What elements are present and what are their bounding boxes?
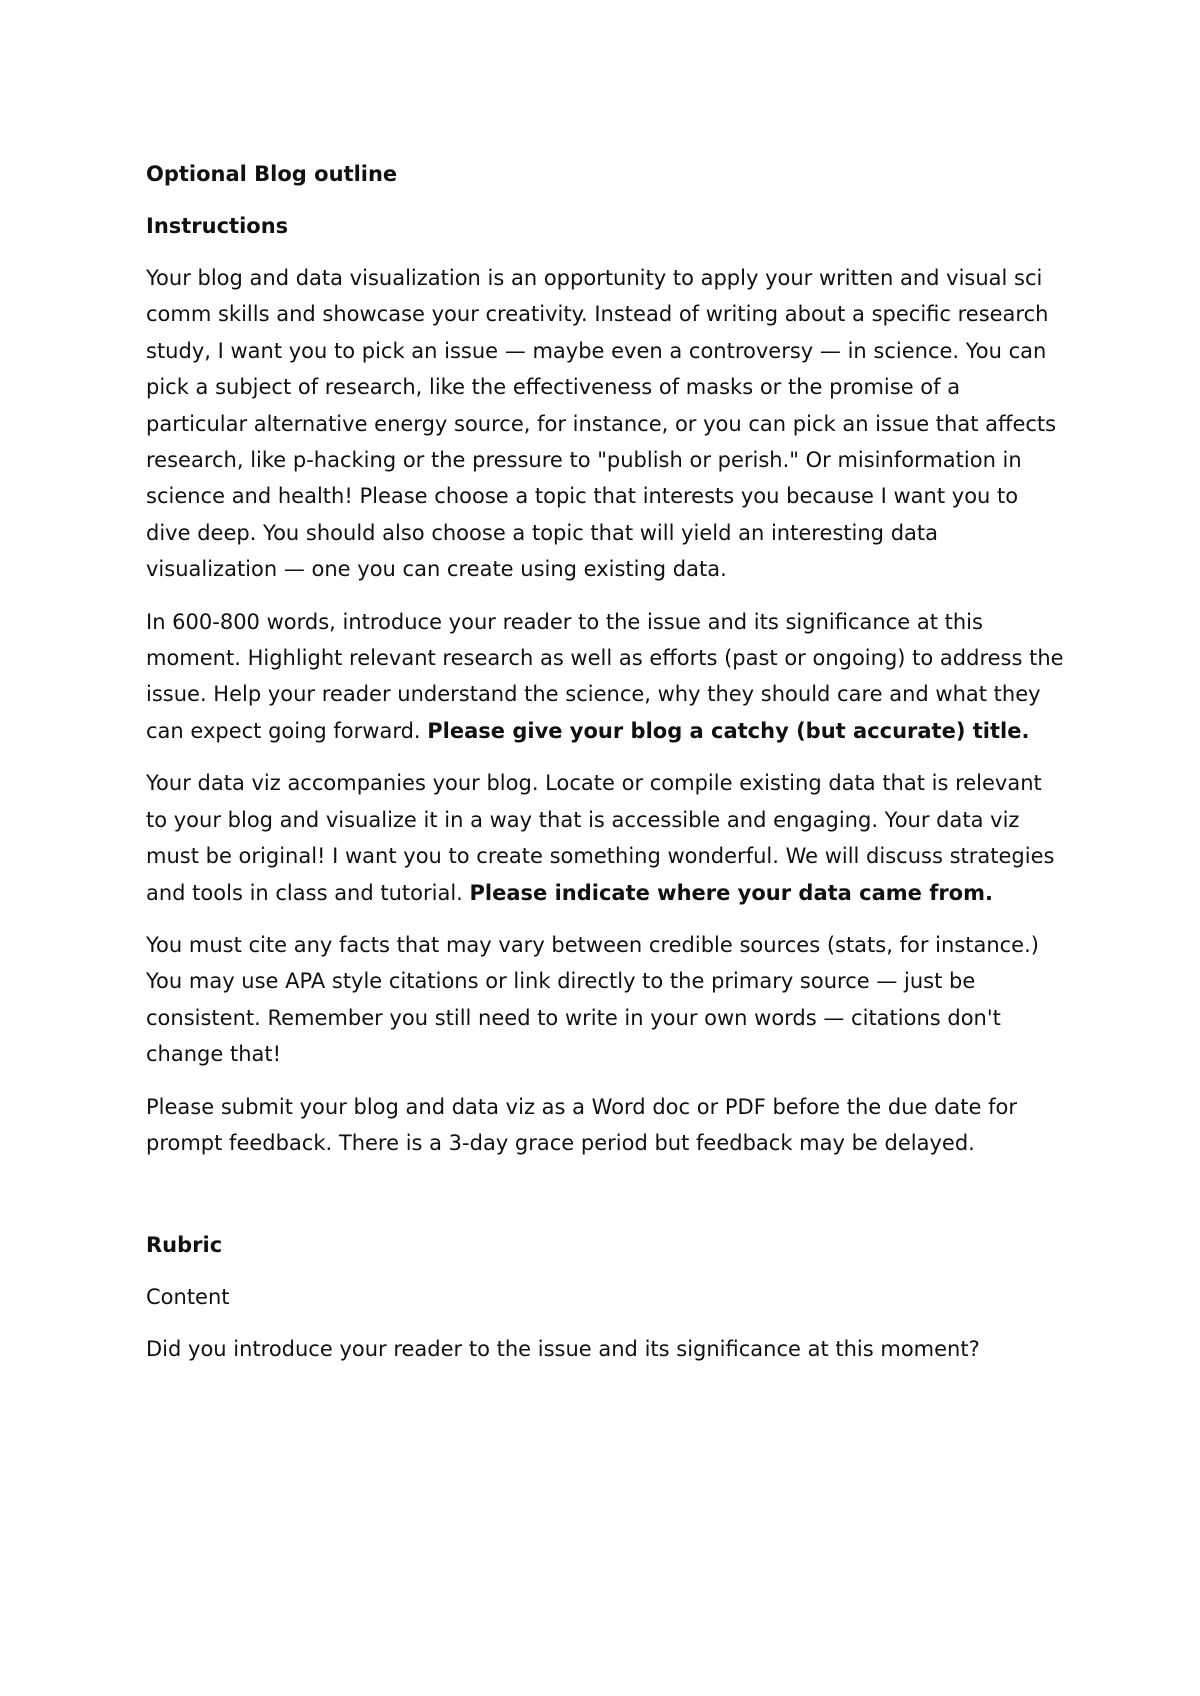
instructions-paragraph-4: You must cite any facts that may vary between credible sources (stats, for instance.) You may use APA style citations or link directly to the primary source — just be consistent. Remember you still need to write in your own words — citations don't change that!	[146, 932, 1039, 1067]
rubric-heading: Rubric	[146, 1233, 223, 1258]
paragraph-3-text: Your data viz accompanies your blog. Locate or compile existing data that is relevant to your blog and visualize it in a way that is accessible and engaging. Your data viz must be original! I want you to create something wonderful. We will discuss strategies and tools in class and tutorial.	[146, 771, 1055, 905]
paragraph-3-bold-text: Please indicate where your data came from.	[469, 880, 993, 905]
paragraph-2-bold-text: Please give your blog a catchy (but accurate) title.	[427, 718, 1030, 743]
section-spacer	[146, 1177, 1066, 1227]
paragraph-2-text: In 600-800 words, introduce your reader to the issue and its significance at this moment. Highlight relevant research as well as efforts (past or ongoing) to address the issue. Help your reader understand the science, why they should care and what they can expect going forward.	[146, 609, 1064, 743]
instructions-heading: Instructions	[146, 214, 289, 238]
instructions-paragraph-5: Please submit your blog and data viz as a Word doc or PDF before the due date for prompt feedback. There is a 3-day grace period but feedback may be delayed.	[146, 1094, 1017, 1155]
instructions-paragraph-3	[146, 765, 1066, 911]
rubric-question-1: Did you introduce your reader to the issue and its significance at this moment?	[146, 1337, 980, 1362]
document-title: Optional Blog outline	[146, 162, 398, 186]
content-label: Content	[146, 1285, 230, 1310]
instructions-paragraph-1: Your blog and data visualization is an opportunity to apply your written and visual sci comm skills and showcase your creativity. Instead of writing about a specific research study, I want you to pick an issue — maybe even a controversy — in science. You can pick a subject of research, like the effectiveness of masks or the promise of a particular alternative energy source, for instance, or you can pick an issue that affects research, like p-hacking or the pressure to "publish or perish." Or misinformation in science and health! Please choose a topic that interests you because I want you to dive deep. You should also choose a topic that will yield an interesting data visualization — one you can create using existing data.	[146, 266, 1057, 582]
document-page	[146, 156, 1066, 1384]
instructions-paragraph-2	[146, 604, 1066, 750]
